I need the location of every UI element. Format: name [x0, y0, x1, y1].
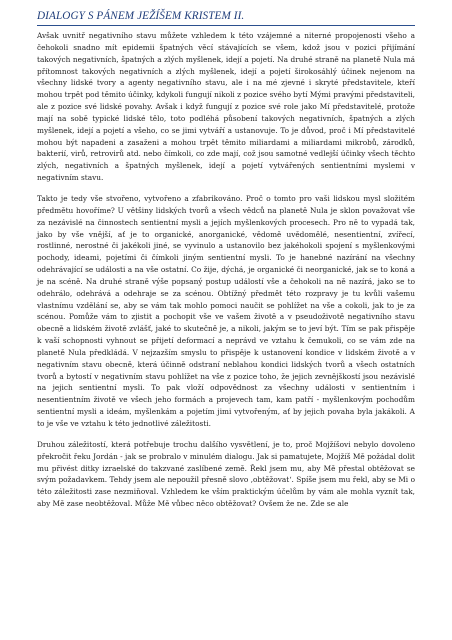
paragraph-1: Avšak uvnitř negativního stavu můžete vzhledem k této vzájemné a niterné propojenosti všeho a čehokoli snadno mít epidemii špatných věcí stávajících se všem, kdož jsou v pozici přijímání takových negativních, špatných a zlých myšlenek, idejí a pojetí. Na druhé straně na planetě Nula má přítomnost takových negativních a zlých myšlenek, idejí a pojetí širokosáhlý účinek nejenom na všechny lidské tvory a agenty negativního stavu, ale i na mé zjevné i skryté představitele, kteří mohou trpět pod těmito účinky, kdykoli fungují nikoli z pozice svého bytí Mými pravými představiteli, ale z pozice své lidské povahy. Avšak i když fungují z pozice své role jako Mí představitelé, protože mají na sobě typické lidské tělo, toto podléhá působení takových negativních, špatných a zlých myšlenek, idejí a pojetí a všeho, co se jimi vytváří a ustanovuje. To je důvod, proč i Mí představitelé mohou být napadeni a zasaženi a mohou trpět těmito miliardami a miliardami mikrobů, zárodků, bakterií, virů, retrovirů atd. nebo čímkoli, co zde mají, což jsou samotné vedlejší účinky všech těchto zlých, negativních a špatných myšlenek, idejí a pojetí vytvářených sentientními myslemi v negativním stavu. [37, 31, 415, 183]
paragraph-2: Takto je tedy vše stvořeno, vytvořeno a zfabrikováno. Proč o tomto pro vaši lidskou mysl složitém předmětu hovoříme? U většiny lidských tvorů a všech vědců na planetě Nula je sklon považovat vše za nezávislé na činnostech sentientní mysli a jejích myšlenkových procesech. Pro ně to vypadá tak, jako by vše vnější, ať je to organické, anorganické, vědomě uvědomělé, nesentientní, zvířecí, rostlinné, nerostné či jakékoli jiné, se vyvinulo a ustanovilo bez jakéhokoli spojení s myšlenkovými pochody, ideami, pojetími či čímkoli jiným sentientní mysli. To je hanebné nazírání na všechny odehrávající se události a na vše ostatní. Co žije, dýchá, je organické či neorganické, jak se to koná a je na scéně. Na druhé straně výše popsaný postup událostí vše a čehokoli na ně nazírá, jako se to odehrálo, odehrává a odehraje se za scénou. Obtížný předmět této rozpravy je tu kvůli vašemu vlastnímu vzdělání se, aby se vám tak mohlo pomoci naučit se pohlížet na vše a cokoli, jak to je za scénou. Pomůže vám to zjistit a pochopit vše ve vašem životě a v pseudoživotě negativního stavu obecně a lidském životě zvlášť, jaké to skutečně je, a nikoli, jakým se to jeví být. Tím se pak přispěje k vaší schopnosti vyhnout se přijetí deformací a neprávd ve vztahu k čemukoli, co se vám zde na planetě Nula předkládá. V nejzazším smyslu to přispěje k ustanovení kondice v lidském životě a v negativním stavu obecně, která účinně odstraní neblahou kondici lidských tvorů a všech ostatních tvorů a bytostí v negativním stavu pohlížet na vše z pozice toho, že jejich zevnějškostí jsou nezávislé na jejich sentientní mysli. To pak vloží odpovědnost za všechny události v sentientním i nesentientním životě ve všech jeho formách a projevech tam, kam patří - myšlenkovým pochodům sentientní mysli a ideám, myšlenkám a pojetím jimi vytvořeným, ať by jejich povaha byla jakákoli. A to je vše ve vztahu k této jednotlivé záležitosti. [37, 193, 415, 428]
running-header: DIALOGY S PÁNEM JEŽÍŠEM KRISTEM II. [37, 10, 415, 26]
paragraph-3: Druhou záležitostí, která potřebuje trochu dalšího vysvětlení, je to, proč Mojžíšovi nebylo dovoleno překročit řeku Jordán - jak se probralo v minulém dialogu. Jak si pamatujete, Mojžíš Mě požádal dolit mu přivést ditky izraelské do takzvané zaslíbené země. Řekl jsem mu, aby Mě přestal obtěžovat se svým požadavkem. Tehdy jsem ale nepoužil přesně slovo ‚obtěžovat‘. Spíše jsem mu řekl, aby se Mi o této záležitosti zase nezmiňoval. Vzhledem ke vším praktickým účelům by vám ale mohla vyznít tak, aby Mě zase neobtěžoval. Může Mě vůbec něco obtěžovat? Ovšem že ne. Zde se ale [37, 439, 415, 509]
